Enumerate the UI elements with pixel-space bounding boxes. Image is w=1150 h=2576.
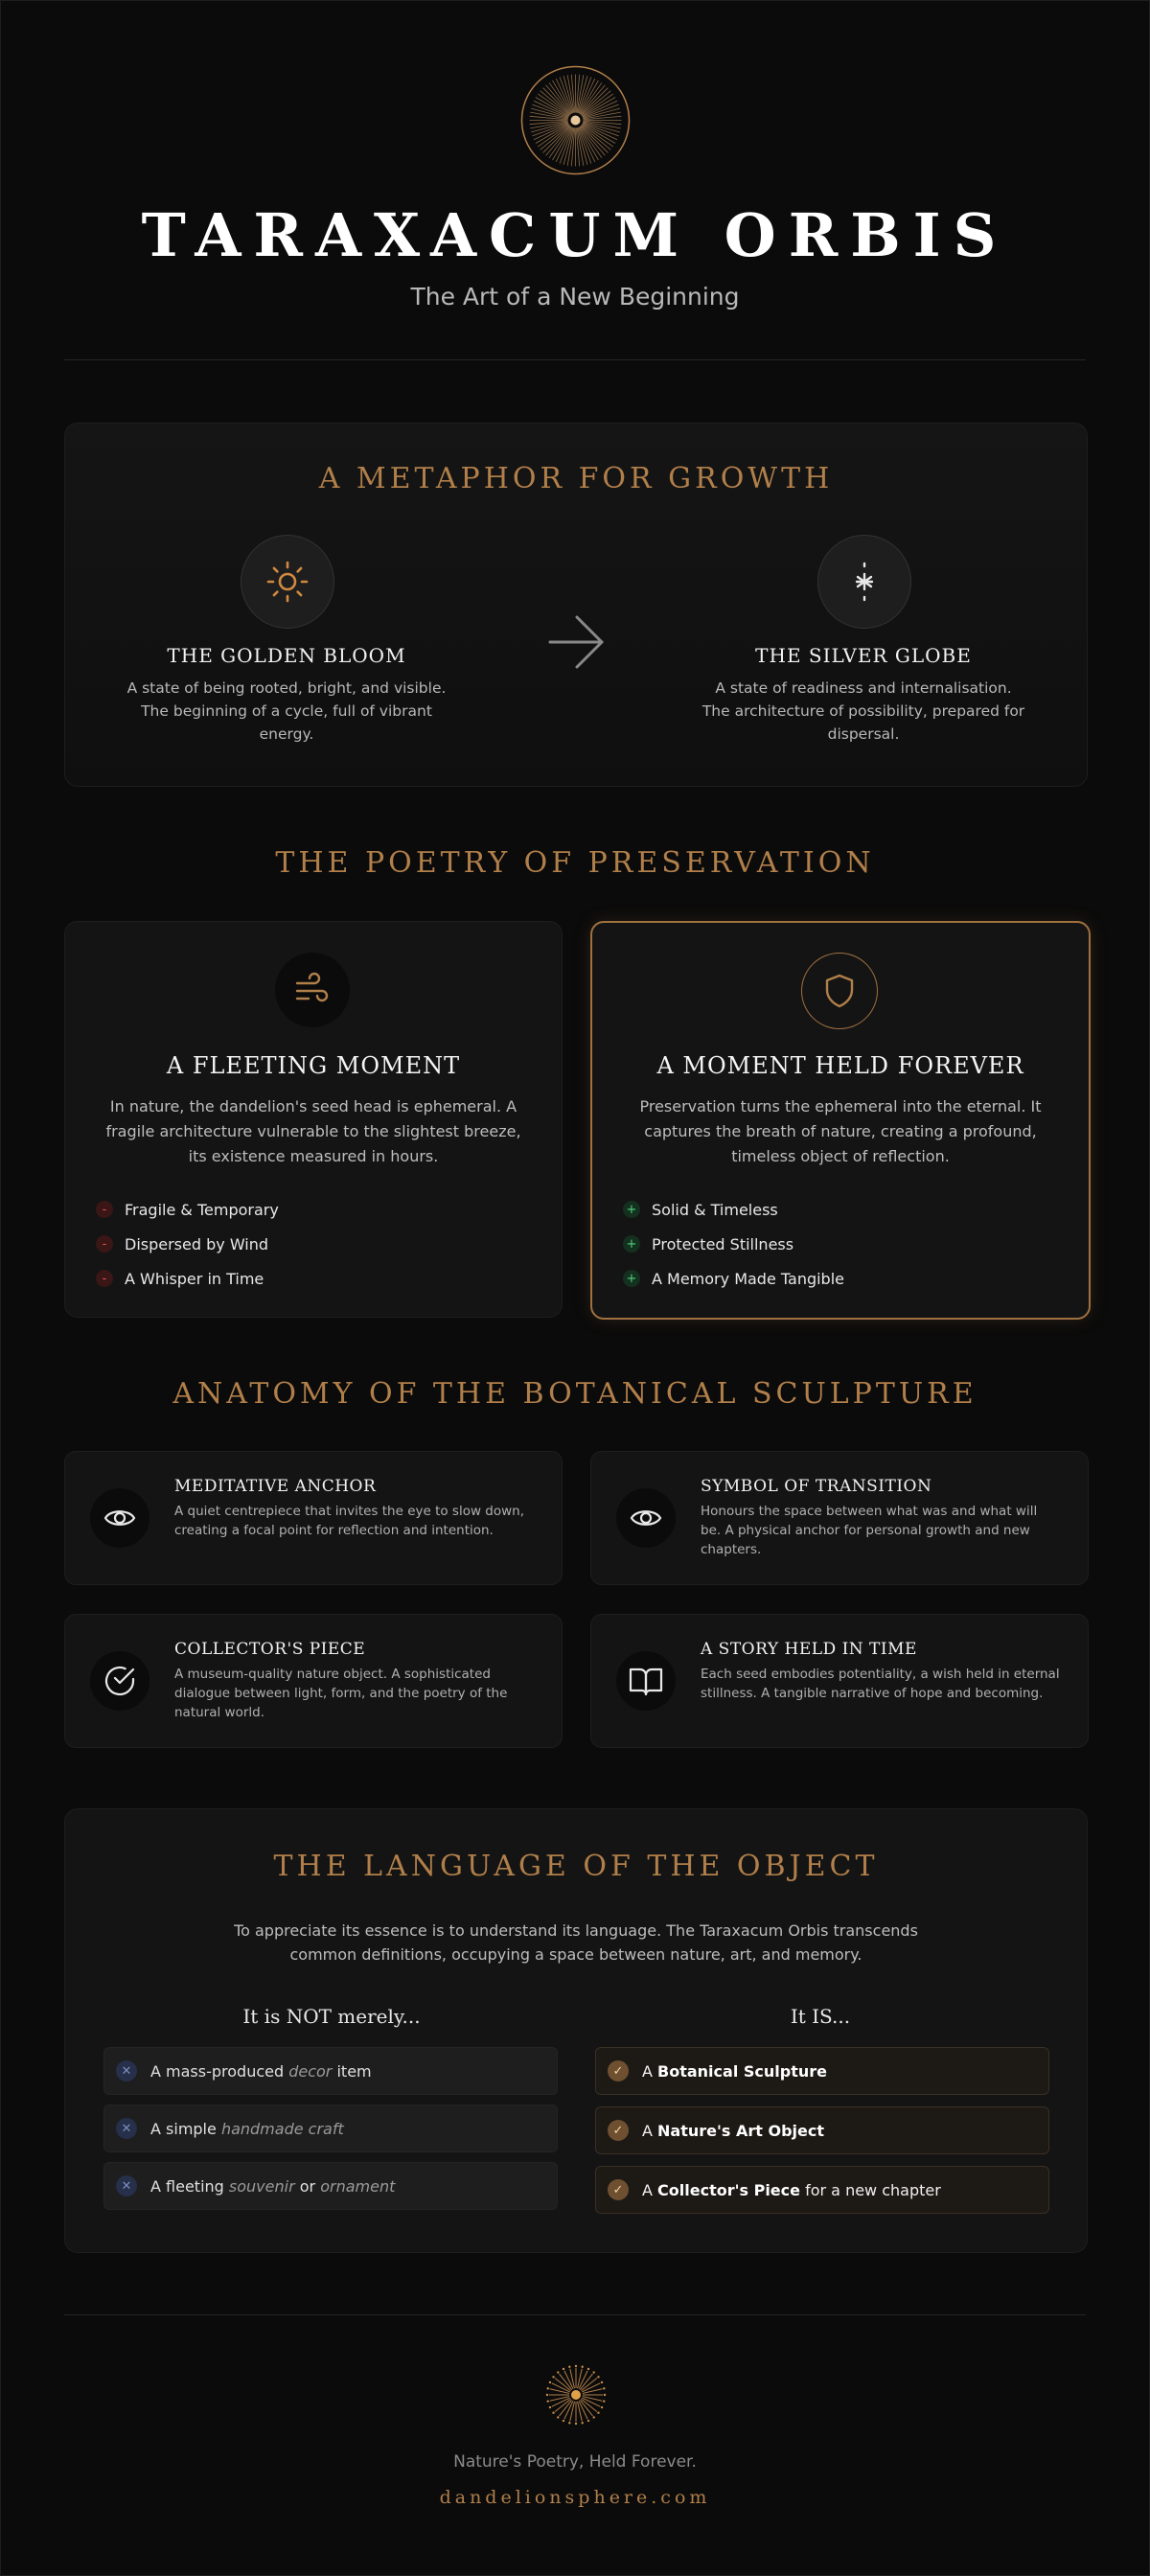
section-title: ANATOMY OF THE BOTANICAL SCULPTURE — [172, 1377, 978, 1411]
minus-icon: - — [96, 1201, 113, 1218]
section-title: A METAPHOR FOR GROWTH — [318, 462, 834, 495]
divider — [64, 2314, 1086, 2315]
dandelion-footer-icon — [543, 2362, 609, 2427]
wind-icon — [275, 953, 350, 1027]
list-item-label: A Whisper in Time — [125, 1269, 264, 1288]
x-icon: ✕ — [116, 2060, 137, 2082]
card-title: A FLEETING MOMENT — [166, 1052, 461, 1079]
anatomy-card — [590, 1451, 1089, 1585]
card-title: A MOMENT HELD FOREVER — [656, 1052, 1024, 1079]
section-title: THE POETRY OF PRESERVATION — [275, 846, 875, 880]
card-text: Preservation turns the ephemeral into the eternal. It captures the breath of nature, creating a profound, timeless object of reflection. — [639, 1097, 1042, 1165]
is-item — [595, 2047, 1049, 2095]
minus-icon: - — [96, 1235, 113, 1253]
x-icon: ✕ — [116, 2118, 137, 2139]
card-text: A quiet centrepiece that invites the eye to slow down, creating a focal point for reflection and intention. — [174, 1504, 525, 1538]
language-panel — [64, 1808, 1088, 2253]
golden-bloom-description: A state of being rooted, bright, and visible. The beginning of a cycle, full of vibrant energy. — [126, 679, 447, 743]
list-item — [96, 1227, 279, 1261]
not-item — [104, 2162, 558, 2210]
list-item — [623, 1192, 844, 1227]
book-open-icon — [616, 1651, 676, 1711]
forever-list — [623, 1192, 844, 1296]
arrow-right-icon — [546, 611, 608, 673]
metaphor-panel — [64, 423, 1088, 787]
not-item-text: A simple handmade craft — [150, 2119, 344, 2138]
anatomy-card — [64, 1614, 563, 1748]
is-item — [595, 2106, 1049, 2154]
section-title: THE LANGUAGE OF THE OBJECT — [273, 1850, 879, 1883]
card-text: In nature, the dandelion's seed head is ephemeral. A fragile architecture vulnerable to the slightest breeze, its existence measured in hours. — [105, 1097, 521, 1165]
divider — [64, 359, 1086, 360]
list-item-label: Protected Stillness — [652, 1234, 794, 1254]
silver-globe-title: THE SILVER GLOBE — [755, 644, 972, 667]
check-icon: ✓ — [608, 2179, 629, 2200]
list-item — [96, 1192, 279, 1227]
sun-icon — [241, 535, 334, 629]
is-item — [595, 2166, 1049, 2214]
card-title: A STORY HELD IN TIME — [701, 1640, 917, 1659]
list-item — [623, 1227, 844, 1261]
moment-held-forever-card — [590, 921, 1091, 1320]
eye-icon — [616, 1488, 676, 1548]
plus-icon: + — [623, 1201, 640, 1218]
card-title: MEDITATIVE ANCHOR — [174, 1477, 377, 1496]
is-item-text: A Collector's Piece for a new chapter — [642, 2180, 941, 2199]
list-item-label: Solid & Timeless — [652, 1200, 778, 1219]
list-item-label: A Memory Made Tangible — [652, 1269, 844, 1288]
card-text: Each seed embodies potentiality, a wish held in eternal stillness. A tangible narrative of hope and becoming. — [701, 1667, 1060, 1701]
anatomy-card — [590, 1614, 1089, 1748]
not-item-text: A fleeting souvenir or ornament — [150, 2176, 396, 2196]
card-title: COLLECTOR'S PIECE — [174, 1640, 366, 1659]
brand-title: TARAXACUM ORBIS — [141, 200, 1009, 270]
fleeting-moment-card — [64, 921, 563, 1318]
list-item-label: Dispersed by Wind — [125, 1234, 269, 1254]
is-item-text: A Botanical Sculpture — [642, 2061, 827, 2081]
card-title: SYMBOL OF TRANSITION — [701, 1477, 932, 1496]
minus-icon: - — [96, 1270, 113, 1287]
card-text: A museum-quality nature object. A sophisticated dialogue between light, form, and the poetry of the natural world. — [174, 1667, 508, 1720]
seed-icon — [817, 535, 911, 629]
check-icon: ✓ — [608, 2120, 629, 2141]
is-item-text: A Nature's Art Object — [642, 2121, 825, 2140]
plus-icon: + — [623, 1270, 640, 1287]
footer-tagline: Nature's Poetry, Held Forever. — [453, 2452, 697, 2472]
not-item-text: A mass-produced decor item — [150, 2061, 372, 2081]
list-item — [623, 1261, 844, 1296]
anatomy-card — [64, 1451, 563, 1585]
not-item — [104, 2047, 558, 2095]
plus-icon: + — [623, 1235, 640, 1253]
dandelion-logo-icon — [519, 64, 632, 176]
silver-globe-description: A state of readiness and internalisation. The architecture of possibility, prepared for dispersal. — [702, 679, 1025, 743]
list-item — [96, 1261, 279, 1296]
fleeting-list — [96, 1192, 279, 1296]
check-circle-icon — [90, 1651, 150, 1711]
is-column-heading: It IS... — [790, 2005, 851, 2028]
not-item — [104, 2104, 558, 2152]
x-icon: ✕ — [116, 2175, 137, 2196]
not-column-heading: It is NOT merely... — [242, 2005, 421, 2028]
language-intro: To appreciate its essence is to understand its language. The Taraxacum Orbis transcends common definitions, occupying a space between nature, art, and memory. — [234, 1921, 918, 1964]
eye-icon — [90, 1488, 150, 1548]
brand-subtitle: The Art of a New Beginning — [410, 283, 740, 310]
shield-icon — [801, 953, 878, 1029]
footer-site-link[interactable]: dandelionsphere.com — [439, 2487, 711, 2508]
card-text: Honours the space between what was and what will be. A physical anchor for personal growth and new chapters. — [701, 1504, 1038, 1557]
check-icon: ✓ — [608, 2060, 629, 2082]
golden-bloom-title: THE GOLDEN BLOOM — [167, 644, 406, 667]
header — [1, 1, 1149, 361]
list-item-label: Fragile & Temporary — [125, 1200, 279, 1219]
